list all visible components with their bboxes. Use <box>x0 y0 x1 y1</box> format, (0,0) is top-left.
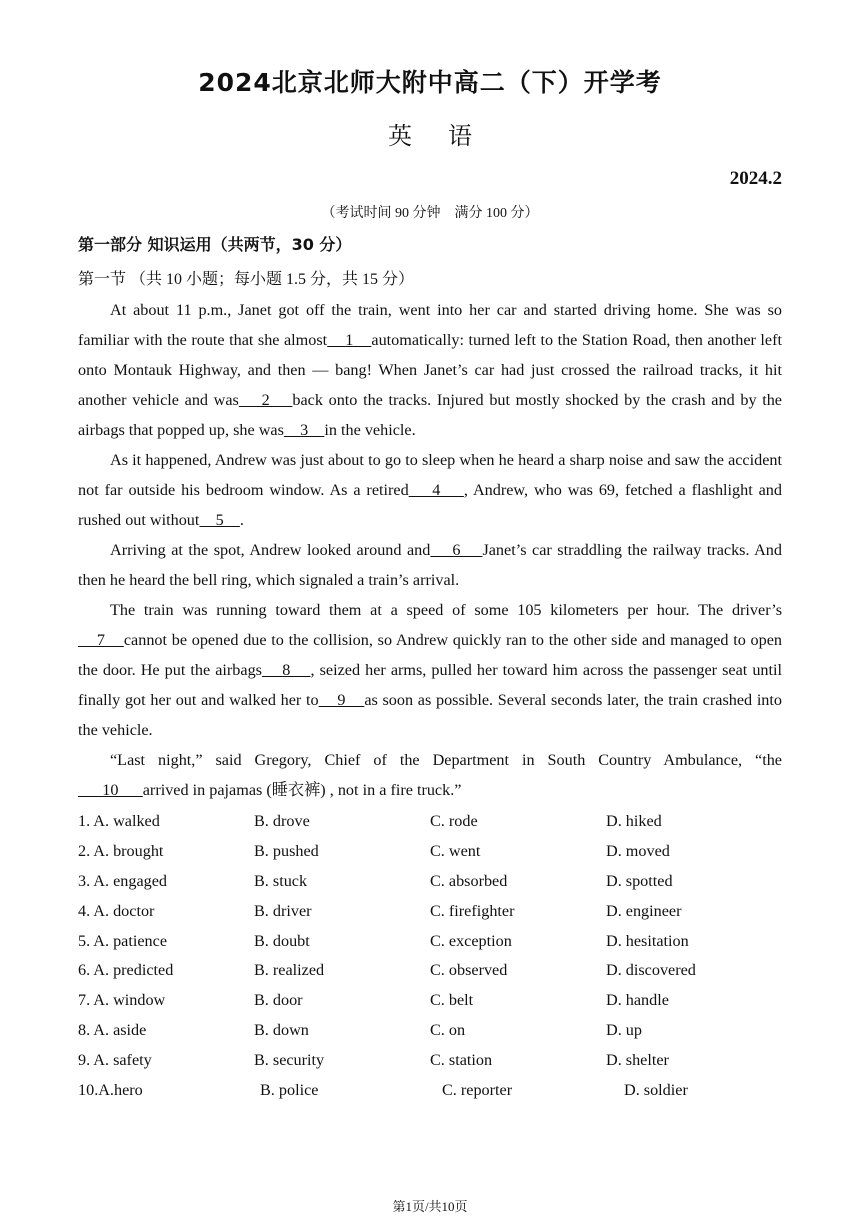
paragraph-3 <box>78 535 782 595</box>
option-row <box>78 902 782 932</box>
text-run: in the vehicle. <box>324 421 416 439</box>
blank-8: 8 <box>261 661 311 679</box>
blank-7: 7 <box>78 631 124 649</box>
cloze-passage <box>78 295 782 805</box>
text-run: automatically: turned left to the Station Road, then another left onto Montauk Highway, and then — bang! When Janet’s car had just crossed the railroad tracks, it hit another vehicle and was <box>78 331 783 409</box>
paragraph-2 <box>78 445 782 535</box>
option-choice: C. absorbed <box>430 871 508 890</box>
option-choice: D. spotted <box>606 871 673 890</box>
option-row <box>78 1081 782 1111</box>
option-choice: 1. A. walked <box>78 812 160 830</box>
subject-char-1: 英 <box>388 122 412 150</box>
option-choice: D. up <box>606 1021 642 1040</box>
option-row <box>78 872 782 902</box>
paragraph-4 <box>78 595 782 745</box>
text-run: . <box>239 511 244 529</box>
section-heading: 第一节 （共 10 小题；每小题 1.5 分，共 15 分） <box>78 271 415 288</box>
option-choice: 10.A.hero <box>78 1081 143 1100</box>
option-choice: B. security <box>254 1051 325 1070</box>
option-row <box>78 991 782 1021</box>
option-choice: D. handle <box>606 991 669 1010</box>
option-row <box>78 842 782 872</box>
answer-options <box>78 812 782 1111</box>
blank-6: 6 <box>430 541 483 559</box>
text-run: cannot be opened due to the collision, so Andrew quickly ran to the other side and managed to open the door. He put the airbags <box>78 631 783 679</box>
text-run: arrived in pajamas (睡衣裤) , not in a fire truck.” <box>142 781 462 799</box>
text-run: “Last night,” said Gregory, Chief of the Department in South Country Ambulance, “the <box>110 751 782 769</box>
exam-title: 2024北京北师大附中高二（下）开学考 <box>198 68 662 97</box>
option-choice: B. door <box>254 991 303 1010</box>
option-choice: D. hesitation <box>606 931 689 950</box>
blank-2: 2 <box>238 391 293 409</box>
option-row <box>78 961 782 991</box>
option-choice: B. drove <box>254 812 310 830</box>
text-run: The train was running toward them at a speed of some 105 kilometers per hour. The driver’s <box>110 601 782 619</box>
option-choice: C. reporter <box>442 1081 513 1100</box>
option-choice: C. on <box>430 1021 466 1040</box>
blank-10: 10 <box>78 781 143 799</box>
blank-4: 4 <box>408 481 464 499</box>
paragraph-5 <box>78 745 782 805</box>
exam-date: 2024.2 <box>729 168 782 189</box>
option-choice: 8. A. aside <box>78 1021 147 1040</box>
option-choice: D. shelter <box>606 1051 669 1070</box>
text-run: Arriving at the spot, Andrew looked around and <box>110 541 431 559</box>
option-row <box>78 932 782 962</box>
option-choice: C. station <box>430 1051 493 1070</box>
option-choice: B. pushed <box>254 841 319 860</box>
blank-3: 3 <box>283 421 325 439</box>
option-choice: D. soldier <box>624 1081 688 1100</box>
text-run: , seized her arms, pulled her toward him across the passenger seat until finally got her out and walked her to <box>78 661 783 709</box>
option-choice: B. police <box>260 1081 319 1100</box>
subject-char-2: 语 <box>448 122 472 150</box>
blank-1: 1 <box>327 331 372 349</box>
text-run: Janet’s car straddling the railway tracks. And then he heard the bell ring, which signaled a train’s arrival. <box>78 541 782 589</box>
option-choice: B. down <box>254 1021 309 1040</box>
option-choice: D. moved <box>606 841 670 860</box>
text-run: back onto the tracks. Injured but mostly shocked by the crash and by the airbags that popped up, she was <box>78 391 782 439</box>
blank-5: 5 <box>199 511 240 529</box>
option-choice: B. stuck <box>254 871 308 890</box>
option-choice: C. firefighter <box>430 901 515 920</box>
option-row <box>78 812 782 842</box>
blank-9: 9 <box>318 691 365 709</box>
option-choice: C. belt <box>430 991 474 1010</box>
option-choice: 2. A. brought <box>78 841 164 860</box>
option-choice: C. went <box>430 841 481 860</box>
option-choice: 9. A. safety <box>78 1051 152 1070</box>
text-run: , Andrew, who was 69, fetched a flashlight and rushed out without <box>78 481 782 529</box>
option-choice: 3. A. engaged <box>78 871 168 890</box>
option-choice: C. observed <box>430 961 508 980</box>
option-choice: D. engineer <box>606 901 682 920</box>
option-choice: D. discovered <box>606 961 696 980</box>
option-choice: 7. A. window <box>78 991 166 1010</box>
text-run: As it happened, Andrew was just about to go to sleep when he heard a sharp noise and saw the accident not far outside his bedroom window. As a retired <box>78 451 782 499</box>
part-heading: 第一部分 知识运用（共两节，30 分） <box>78 235 352 254</box>
option-choice: C. rode <box>430 812 478 830</box>
option-row <box>78 1051 782 1081</box>
exam-info: （考试时间 90 分钟 满分 100 分） <box>321 206 539 221</box>
option-row <box>78 1021 782 1051</box>
option-choice: C. exception <box>430 931 512 950</box>
option-choice: B. doubt <box>254 931 310 950</box>
option-choice: D. hiked <box>606 812 662 830</box>
page-footer: 第1页/共10页 <box>392 1199 468 1214</box>
option-choice: 4. A. doctor <box>78 901 155 920</box>
option-choice: B. driver <box>254 901 312 920</box>
text-run: as soon as possible. Several seconds later, the train crashed into the vehicle. <box>78 691 782 739</box>
option-choice: B. realized <box>254 961 325 980</box>
option-choice: 6. A. predicted <box>78 961 174 980</box>
text-run: At about 11 p.m., Janet got off the train, went into her car and started driving home. She was so familiar with the route that she almost <box>78 301 782 349</box>
paragraph-1 <box>78 295 782 445</box>
subject-title <box>0 116 860 151</box>
option-choice: 5. A. patience <box>78 931 167 950</box>
